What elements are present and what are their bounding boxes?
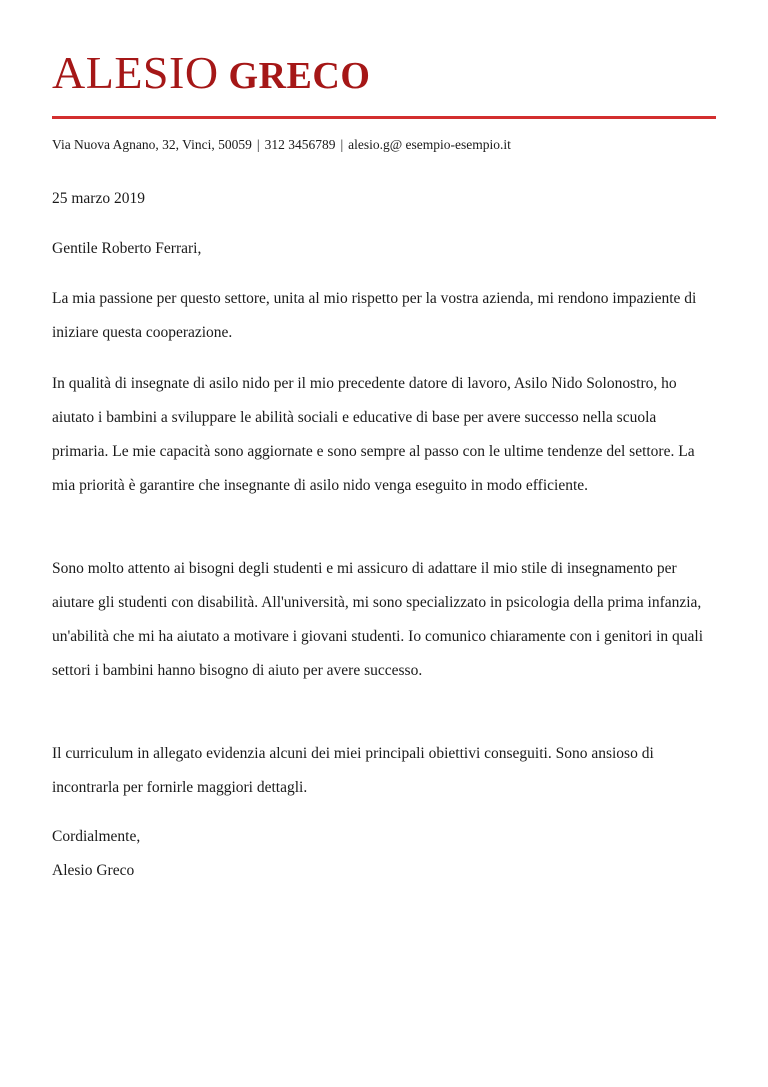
paragraph-2: In qualità di insegnate di asilo nido per il mio precedente datore di lavoro, Asilo Nido Solonostro, ho aiutato i bambini a sviluppare le abilità sociali e educative di base per avere successo nella scuola primaria. Le mie capacità sono aggiornate e sono sempre al passo con le ultime tendenze del settore. La mia priorità è garantire che insegnante di asilo nido venga eseguito in modo efficiente. xyxy=(52,375,695,494)
contact-line xyxy=(52,137,511,153)
salutation: Gentile Roberto Ferrari, xyxy=(52,240,202,257)
last-name: GRECO xyxy=(228,55,371,97)
closing: Cordialmente, xyxy=(52,828,141,845)
contact-address: Via Nuova Agnano, 32, Vinci, 50059 xyxy=(52,137,252,152)
contact-email: alesio.g@ esempio-esempio.it xyxy=(348,137,511,152)
contact-phone: 312 3456789 xyxy=(264,137,336,152)
signature-name: Alesio Greco xyxy=(52,862,135,879)
applicant-name xyxy=(52,47,371,98)
paragraph-3: Sono molto attento ai bisogni degli studenti e mi assicuro di adattare il mio stile di insegnamento per aiutare gli studenti con disabilità. All'università, mi sono specializzato in psicologia della prima infanzia, un'abilità che mi ha aiutato a motivare i giovani studenti. Io comunico chiaramente con i genitori in quali settori i bambini hanno bisogno di aiuto per avere successo. xyxy=(52,560,704,679)
contact-separator: | xyxy=(340,137,344,152)
first-name: ALESIO xyxy=(52,47,219,98)
contact-separator: | xyxy=(256,137,260,152)
paragraph-4: Il curriculum in allegato evidenzia alcuni dei miei principali obiettivi conseguiti. Sono ansioso di incontrarla per fornirle maggiori dettagli. xyxy=(52,745,654,796)
header-divider xyxy=(52,116,716,119)
letter-date: 25 marzo 2019 xyxy=(52,190,145,207)
paragraph-1: La mia passione per questo settore, unita al mio rispetto per la vostra azienda, mi rendono impaziente di iniziare questa cooperazione. xyxy=(52,290,697,341)
